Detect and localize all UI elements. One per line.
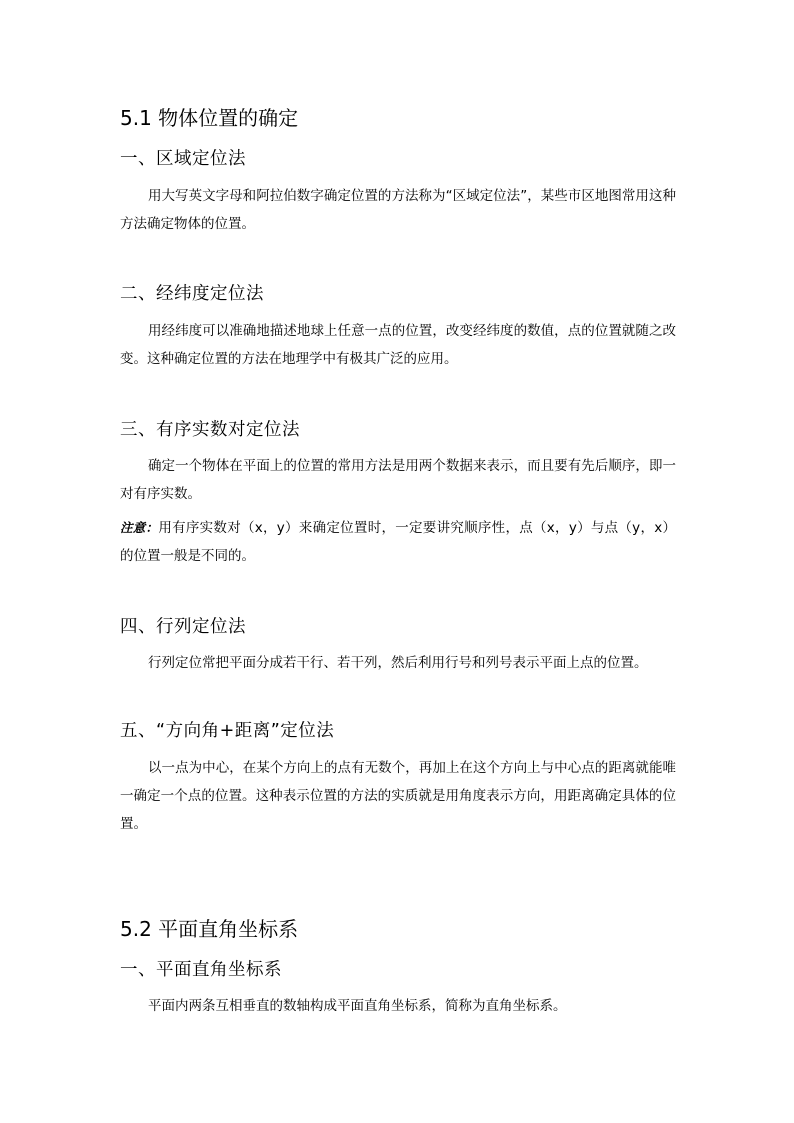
section-heading-latlong-method: 二、经纬度定位法 — [120, 284, 264, 304]
paragraph-row-column-method: 行列定位常把平面分成若干行、若干列，然后利用行号和列号表示平面上点的位置。 — [148, 655, 648, 671]
paragraph-cartesian-system: 平面内两条互相垂直的数轴构成平面直角坐标系，简称为直角坐标系。 — [148, 998, 567, 1014]
chapter-title-5-1: 5.1 物体位置的确定 — [120, 106, 299, 130]
note-label: 注意： — [120, 520, 159, 535]
section-heading-cartesian-system: 一、平面直角坐标系 — [120, 960, 282, 980]
chapter-title-5-2: 5.2 平面直角坐标系 — [120, 917, 299, 941]
note-paragraph — [120, 514, 676, 570]
paragraph-direction-distance-method: 以一点为中心，在某个方向上的点有无数个，再加上在这个方向上与中心点的距离就能唯一确定一个点的位置。这种表示位置的方法的实质就是用角度表示方向，用距离确定具体的位置。 — [120, 760, 676, 832]
note-text: 用有序实数对（x，y）来确定位置时，一定要讲究顺序性，点（x，y）与点（y，x）的位置一般是不同的。 — [120, 520, 676, 564]
paragraph-latlong-method: 用经纬度可以准确地描述地球上任意一点的位置，改变经纬度的数值，点的位置就随之改变。这种确定位置的方法在地理学中有极其广泛的应用。 — [120, 323, 676, 367]
section-heading-region-method: 一、区域定位法 — [120, 149, 246, 169]
section-heading-row-column-method: 四、行列定位法 — [120, 617, 246, 637]
section-heading-direction-distance-method: 五、“方向角+距离”定位法 — [120, 721, 335, 741]
paragraph-region-method: 用大写英文字母和阿拉伯数字确定位置的方法称为“区域定位法”，某些市区地图常用这种方法确定物体的位置。 — [120, 188, 676, 232]
section-heading-ordered-pair-method: 三、有序实数对定位法 — [120, 420, 300, 440]
paragraph-ordered-pair-method: 确定一个物体在平面上的位置的常用方法是用两个数据来表示，而且要有先后顺序，即一对有序实数。 — [120, 458, 676, 502]
